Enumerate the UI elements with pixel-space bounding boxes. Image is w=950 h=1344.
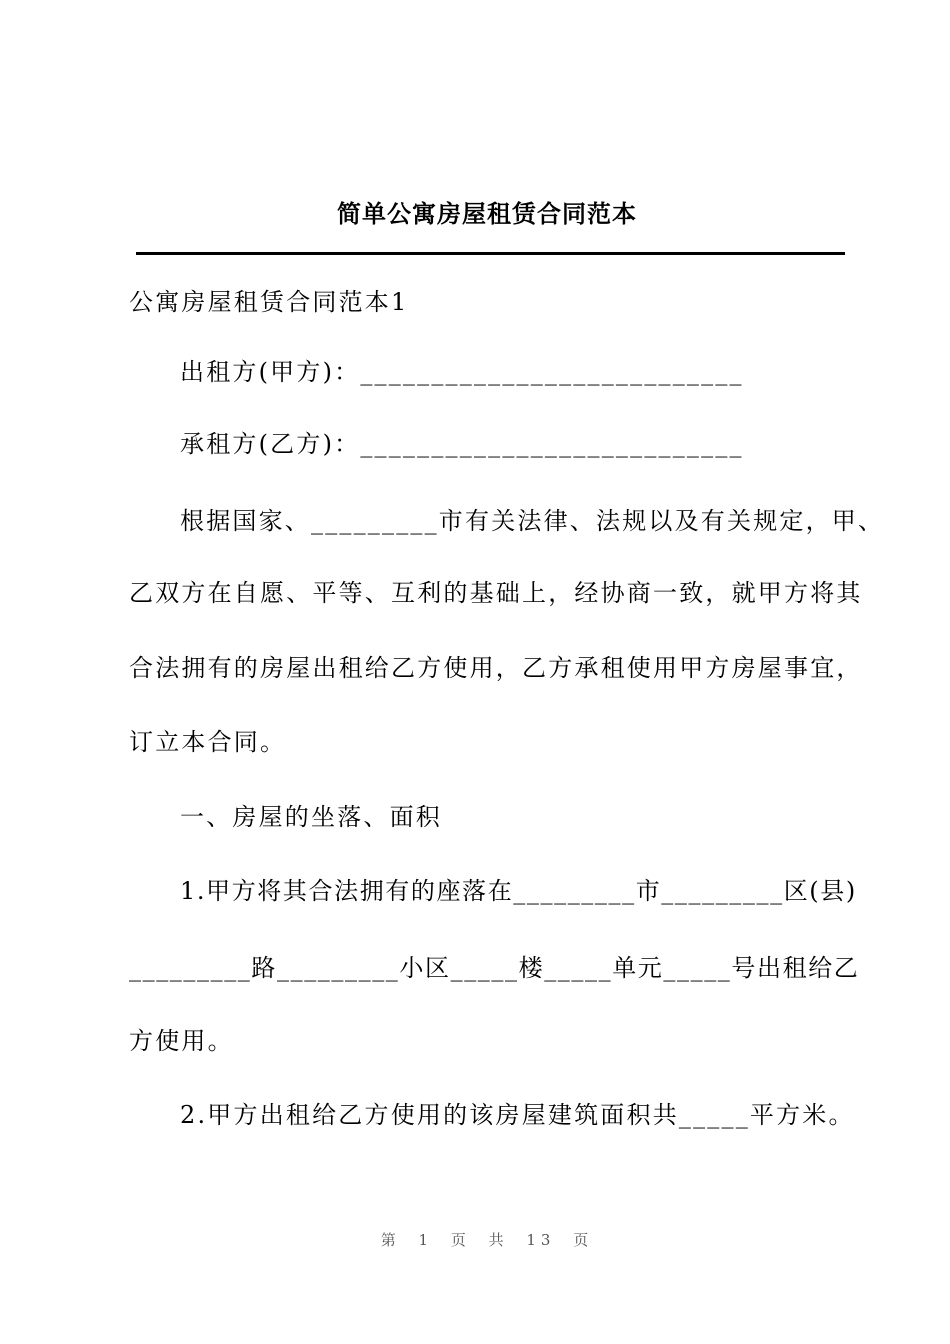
clause-item-line: 1.甲方将其合法拥有的座落在_________市_________区(县) xyxy=(180,877,857,905)
title-underline xyxy=(136,252,845,255)
paragraph-line: 订立本合同。 xyxy=(129,728,287,756)
clause-item-line: 方使用。 xyxy=(129,1027,234,1055)
paragraph-line: 合法拥有的房屋出租给乙方使用，乙方承租使用甲方房屋事宜， xyxy=(129,654,863,682)
clause-item-line: _________路_________小区_____楼_____单元_____号出租给乙 xyxy=(129,954,860,982)
paragraph-line: 根据国家、_________市有关法律、法规以及有关规定，甲、 xyxy=(180,507,885,535)
page-number-footer: 第 1 页 共 13 页 xyxy=(380,1231,594,1249)
clause-heading: 一、房屋的坐落、面积 xyxy=(180,803,442,831)
section-heading-sample-1: 公寓房屋租赁合同范本1 xyxy=(129,288,409,316)
lessee-field-line: 承租方(乙方)：___________________________ xyxy=(180,430,744,458)
document-title: 简单公寓房屋租赁合同范本 xyxy=(337,200,637,228)
paragraph-line: 乙双方在自愿、平等、互利的基础上，经协商一致，就甲方将其 xyxy=(129,579,863,607)
clause-item-line: 2.甲方出租给乙方使用的该房屋建筑面积共_____平方米。 xyxy=(180,1101,855,1129)
lessor-field-line: 出租方(甲方)：___________________________ xyxy=(180,358,744,386)
